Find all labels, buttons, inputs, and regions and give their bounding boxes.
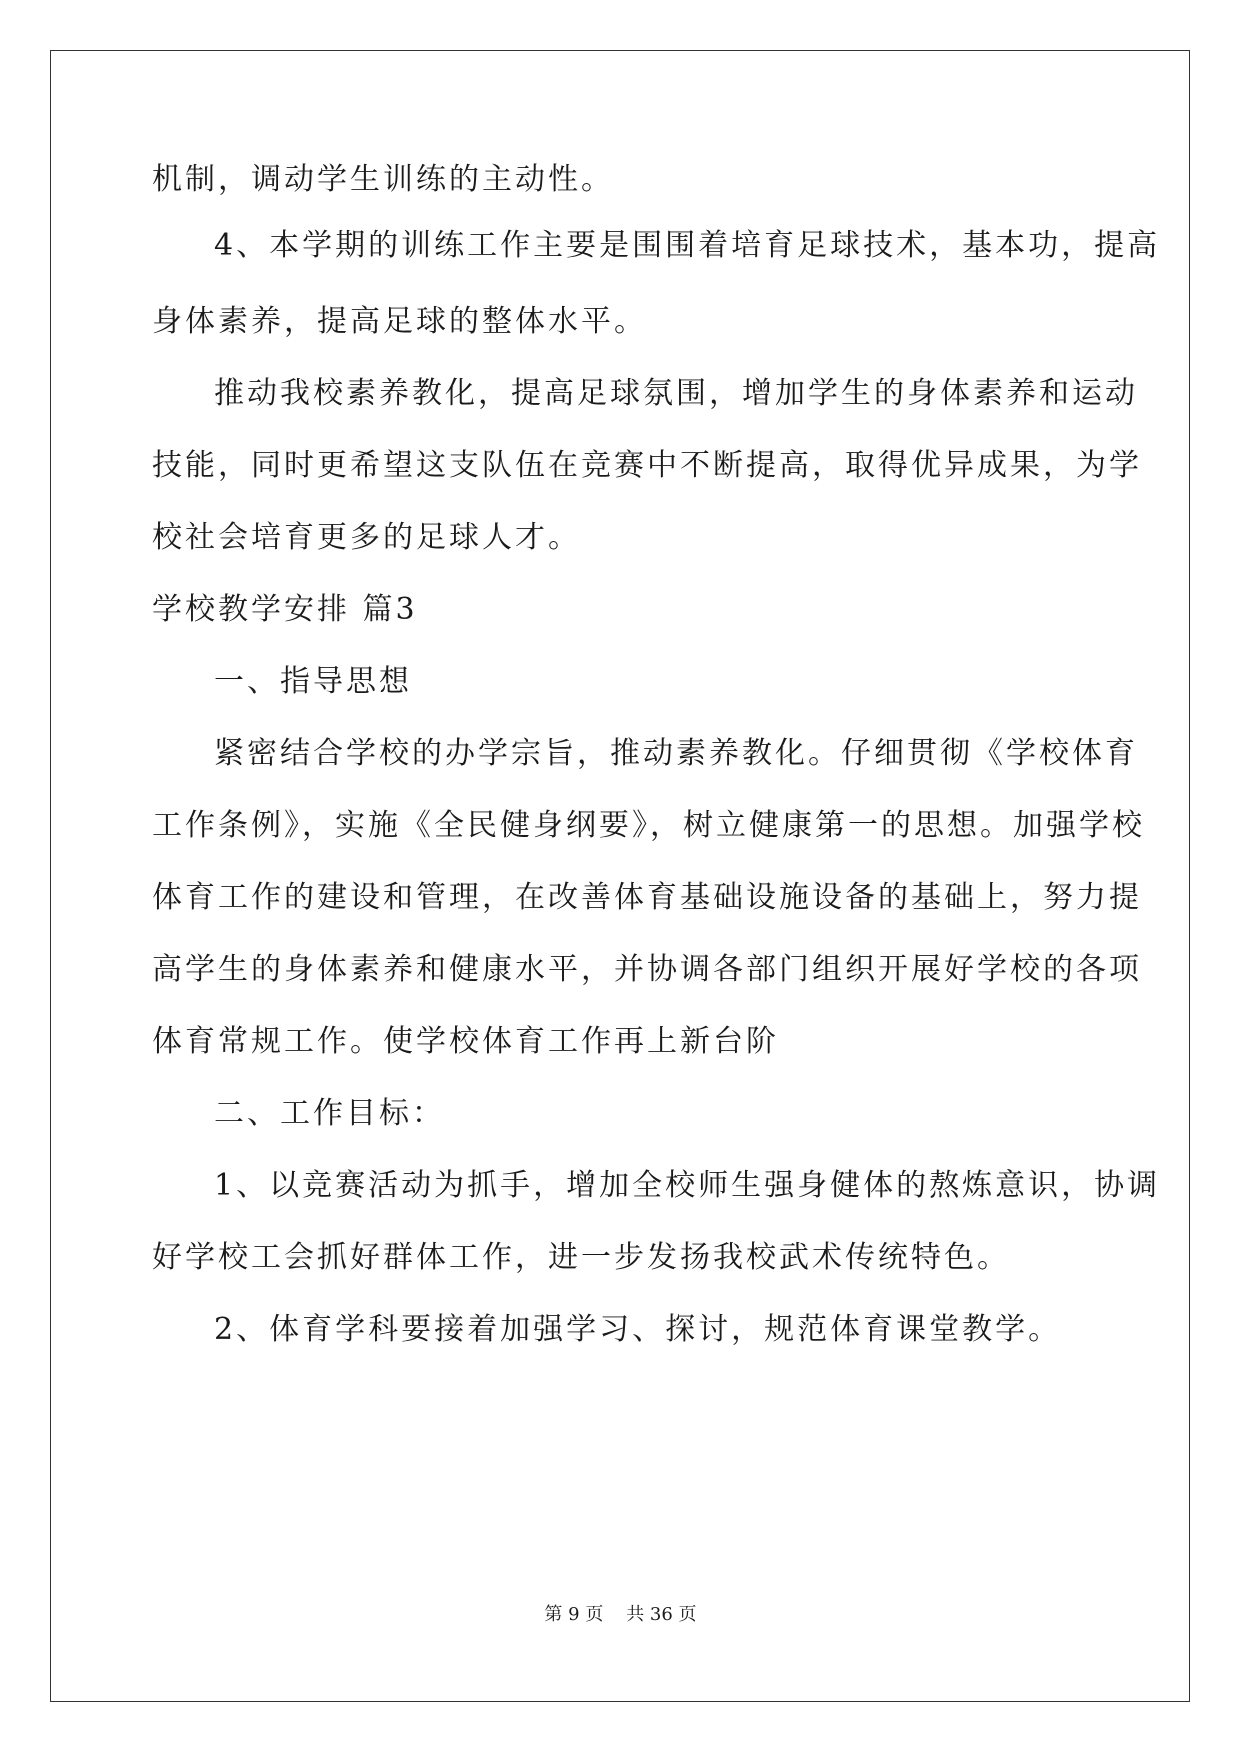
paragraph-line: 高学生的身体素养和健康水平，并协调各部门组织开展好学校的各项 <box>152 952 1142 987</box>
paragraph-line: 紧密结合学校的办学宗旨，推动素养教化。仔细贯彻《学校体育 <box>214 736 1138 771</box>
section-heading: 学校教学安排 篇3 <box>152 592 418 627</box>
page-frame <box>50 50 1190 1702</box>
paragraph-line: 工作条例》，实施《全民健身纲要》，树立健康第一的思想。加强学校 <box>152 808 1145 843</box>
page-number-footer: 第 9 页 共 36 页 <box>544 1604 697 1625</box>
paragraph-line: 4、本学期的训练工作主要是围围着培育足球技术，基本功，提高 <box>214 228 1161 263</box>
paragraph-line: 机制，调动学生训练的主动性。 <box>152 162 614 197</box>
subsection-heading: 二、工作目标： <box>214 1096 445 1131</box>
paragraph-line: 好学校工会抓好群体工作，进一步发扬我校武术传统特色。 <box>152 1240 1010 1275</box>
paragraph-line: 体育常规工作。使学校体育工作再上新台阶 <box>152 1024 779 1059</box>
paragraph-line: 推动我校素养教化，提高足球氛围，增加学生的身体素养和运动 <box>214 376 1138 411</box>
paragraph-line: 身体素养，提高足球的整体水平。 <box>152 304 647 339</box>
paragraph-line: 2、体育学科要接着加强学习、探讨，规范体育课堂教学。 <box>214 1312 1062 1347</box>
paragraph-line: 1、以竞赛活动为抓手，增加全校师生强身健体的熬炼意识，协调 <box>214 1168 1161 1203</box>
paragraph-line: 技能，同时更希望这支队伍在竞赛中不断提高，取得优异成果，为学 <box>152 448 1142 483</box>
subsection-heading: 一、指导思想 <box>214 664 412 699</box>
paragraph-line: 体育工作的建设和管理，在改善体育基础设施设备的基础上，努力提 <box>152 880 1142 915</box>
paragraph-line: 校社会培育更多的足球人才。 <box>152 520 581 555</box>
